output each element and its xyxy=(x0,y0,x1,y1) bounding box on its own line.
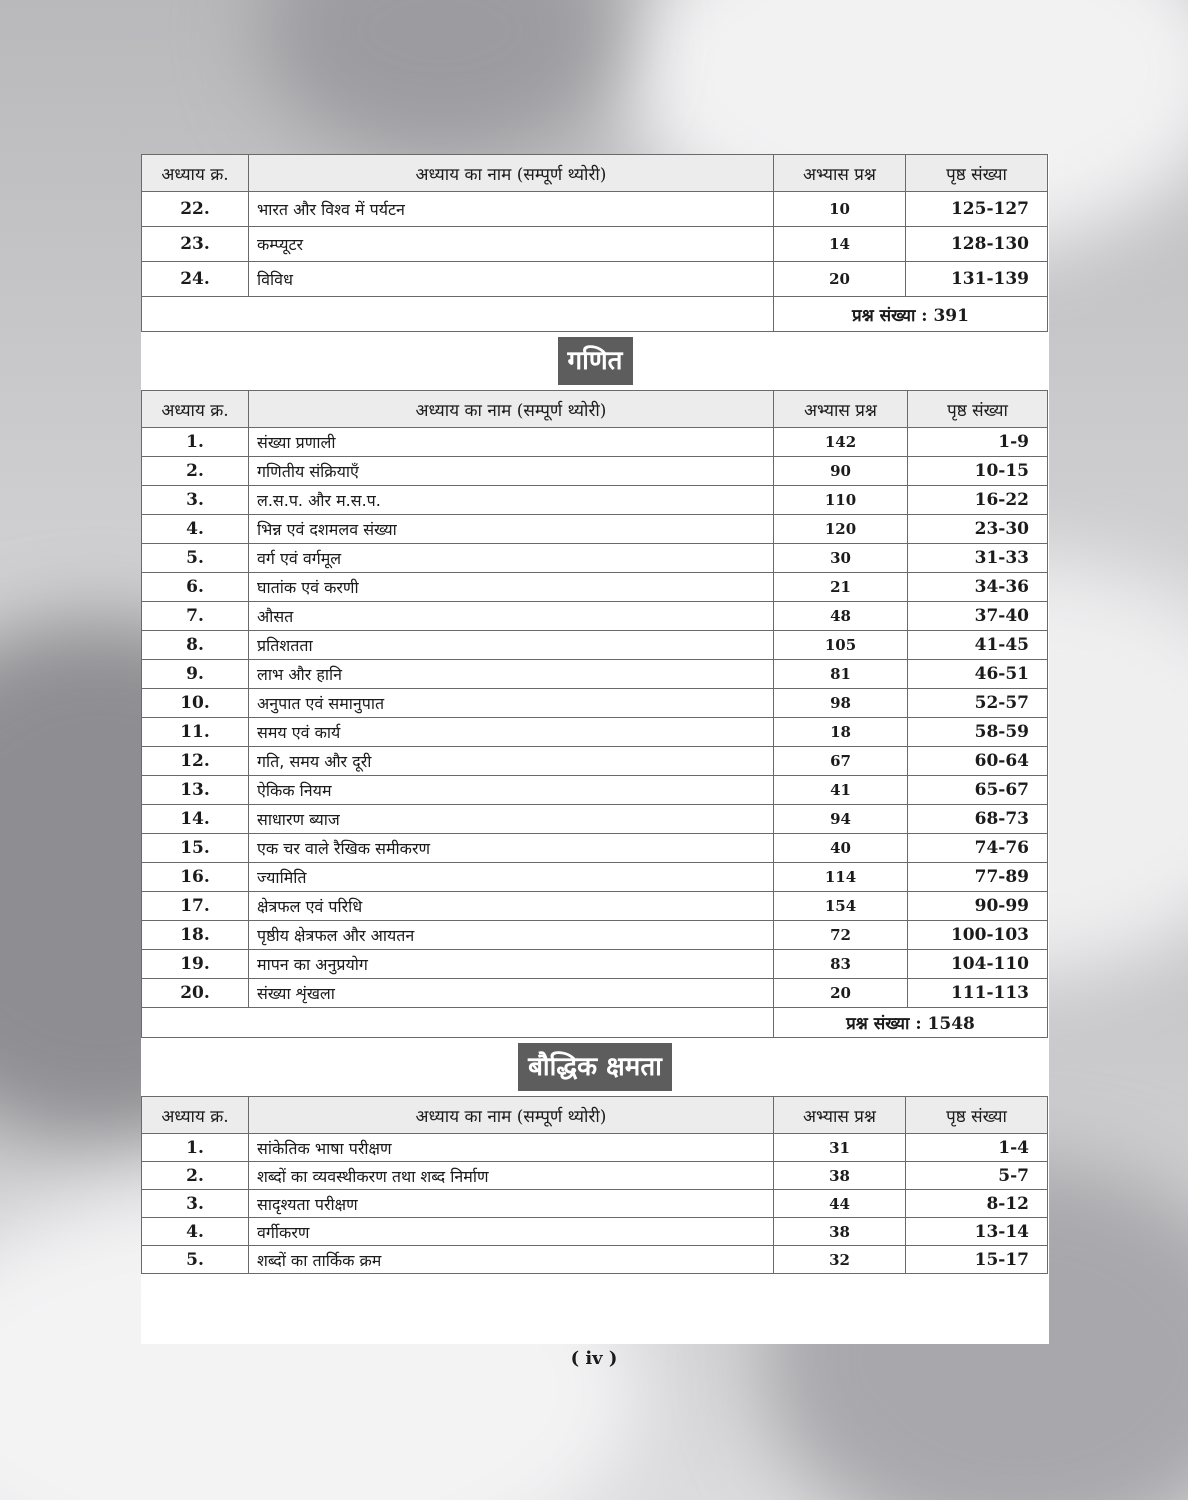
page-range: 131-139 xyxy=(906,262,1048,297)
page-range: 77-89 xyxy=(908,863,1048,892)
section-title-maths: गणित xyxy=(558,337,633,385)
col-practice-questions: अभ्यास प्रश्न xyxy=(774,155,906,192)
table-row xyxy=(142,486,1048,515)
table-row xyxy=(142,544,1048,573)
page-range: 1-9 xyxy=(908,428,1048,457)
chapter-name: औसत xyxy=(249,602,774,631)
practice-count: 38 xyxy=(774,1162,906,1190)
table-row xyxy=(142,1246,1048,1274)
section-heading-wrap xyxy=(141,332,1049,390)
table-row xyxy=(142,892,1048,921)
col-page-number: पृष्ठ संख्या xyxy=(906,155,1048,192)
table-general xyxy=(141,154,1048,332)
chapter-number: 24. xyxy=(142,262,249,297)
practice-count: 90 xyxy=(774,457,908,486)
chapter-name: पृष्ठीय क्षेत्रफल और आयतन xyxy=(249,921,774,950)
chapter-name: लाभ और हानि xyxy=(249,660,774,689)
chapter-number: 22. xyxy=(142,192,249,227)
page-range: 58-59 xyxy=(908,718,1048,747)
chapter-number: 8. xyxy=(142,631,249,660)
table-row xyxy=(142,262,1048,297)
table-row xyxy=(142,1134,1048,1162)
chapter-name: संख्या प्रणाली xyxy=(249,428,774,457)
page-range: 125-127 xyxy=(906,192,1048,227)
chapter-number: 1. xyxy=(142,1134,249,1162)
chapter-name: वर्ग एवं वर्गमूल xyxy=(249,544,774,573)
chapter-name: संख्या शृंखला xyxy=(249,979,774,1008)
chapter-name: प्रतिशतता xyxy=(249,631,774,660)
contents-sheet xyxy=(141,154,1049,1344)
chapter-name: समय एवं कार्य xyxy=(249,718,774,747)
page-range: 10-15 xyxy=(908,457,1048,486)
chapter-number: 15. xyxy=(142,834,249,863)
col-chapter-no: अध्याय क्र. xyxy=(142,155,249,192)
table-row xyxy=(142,1162,1048,1190)
chapter-number: 4. xyxy=(142,1218,249,1246)
page-range: 23-30 xyxy=(908,515,1048,544)
chapter-name: घातांक एवं करणी xyxy=(249,573,774,602)
practice-count: 83 xyxy=(774,950,908,979)
table-row xyxy=(142,863,1048,892)
chapter-name: ल.स.प. और म.स.प. xyxy=(249,486,774,515)
table-row xyxy=(142,660,1048,689)
practice-count: 110 xyxy=(774,486,908,515)
chapter-number: 11. xyxy=(142,718,249,747)
practice-count: 20 xyxy=(774,262,906,297)
chapter-name: विविध xyxy=(249,262,774,297)
practice-count: 20 xyxy=(774,979,908,1008)
table-row xyxy=(142,602,1048,631)
practice-count: 48 xyxy=(774,602,908,631)
page-range: 52-57 xyxy=(908,689,1048,718)
chapter-number: 4. xyxy=(142,515,249,544)
practice-count: 94 xyxy=(774,805,908,834)
practice-count: 44 xyxy=(774,1190,906,1218)
chapter-number: 13. xyxy=(142,776,249,805)
page-range: 8-12 xyxy=(906,1190,1048,1218)
chapter-number: 6. xyxy=(142,573,249,602)
chapter-name: कम्प्यूटर xyxy=(249,227,774,262)
chapter-name: क्षेत्रफल एवं परिधि xyxy=(249,892,774,921)
page-range: 37-40 xyxy=(908,602,1048,631)
practice-count: 41 xyxy=(774,776,908,805)
table-row xyxy=(142,950,1048,979)
chapter-name: साधारण ब्याज xyxy=(249,805,774,834)
table-row xyxy=(142,979,1048,1008)
practice-count: 105 xyxy=(774,631,908,660)
table-row xyxy=(142,192,1048,227)
page-range: 13-14 xyxy=(906,1218,1048,1246)
chapter-name: ज्यामिति xyxy=(249,863,774,892)
chapter-name: भिन्न एवं दशमलव संख्या xyxy=(249,515,774,544)
section-heading-wrap xyxy=(141,1038,1049,1096)
chapter-number: 17. xyxy=(142,892,249,921)
table-row xyxy=(142,805,1048,834)
chapter-number: 5. xyxy=(142,544,249,573)
practice-count: 142 xyxy=(774,428,908,457)
table-row xyxy=(142,1218,1048,1246)
col-chapter-no: अध्याय क्र. xyxy=(142,1097,249,1134)
practice-count: 81 xyxy=(774,660,908,689)
col-chapter-name: अध्याय का नाम (सम्पूर्ण थ्योरी) xyxy=(249,1097,774,1134)
table-header-row xyxy=(142,391,1048,428)
practice-count: 18 xyxy=(774,718,908,747)
table-header-row xyxy=(142,155,1048,192)
practice-count: 72 xyxy=(774,921,908,950)
practice-count: 40 xyxy=(774,834,908,863)
chapter-number: 23. xyxy=(142,227,249,262)
chapter-number: 2. xyxy=(142,1162,249,1190)
question-total: प्रश्न संख्या : 1548 xyxy=(774,1008,1048,1038)
total-row xyxy=(142,1008,1048,1038)
chapter-number: 9. xyxy=(142,660,249,689)
page-range: 5-7 xyxy=(906,1162,1048,1190)
table-row xyxy=(142,1190,1048,1218)
chapter-number: 20. xyxy=(142,979,249,1008)
question-total: प्रश्न संख्या : 391 xyxy=(774,297,1048,332)
col-chapter-name: अध्याय का नाम (सम्पूर्ण थ्योरी) xyxy=(249,155,774,192)
chapter-name: शब्दों का तार्किक क्रम xyxy=(249,1246,774,1274)
col-page-number: पृष्ठ संख्या xyxy=(908,391,1048,428)
page-range: 15-17 xyxy=(906,1246,1048,1274)
page-range: 65-67 xyxy=(908,776,1048,805)
col-chapter-name: अध्याय का नाम (सम्पूर्ण थ्योरी) xyxy=(249,391,774,428)
practice-count: 98 xyxy=(774,689,908,718)
practice-count: 14 xyxy=(774,227,906,262)
chapter-number: 14. xyxy=(142,805,249,834)
page-range: 104-110 xyxy=(908,950,1048,979)
chapter-name: एक चर वाले रैखिक समीकरण xyxy=(249,834,774,863)
chapter-number: 12. xyxy=(142,747,249,776)
page-range: 68-73 xyxy=(908,805,1048,834)
practice-count: 21 xyxy=(774,573,908,602)
table-row xyxy=(142,457,1048,486)
table-row xyxy=(142,573,1048,602)
table-row xyxy=(142,227,1048,262)
table-reasoning xyxy=(141,1096,1048,1274)
chapter-number: 19. xyxy=(142,950,249,979)
table-row xyxy=(142,747,1048,776)
page-range: 34-36 xyxy=(908,573,1048,602)
practice-count: 31 xyxy=(774,1134,906,1162)
chapter-name: सांकेतिक भाषा परीक्षण xyxy=(249,1134,774,1162)
practice-count: 32 xyxy=(774,1246,906,1274)
page-range: 90-99 xyxy=(908,892,1048,921)
chapter-name: अनुपात एवं समानुपात xyxy=(249,689,774,718)
table-row xyxy=(142,834,1048,863)
page-range: 31-33 xyxy=(908,544,1048,573)
practice-count: 114 xyxy=(774,863,908,892)
table-row xyxy=(142,515,1048,544)
practice-count: 30 xyxy=(774,544,908,573)
table-row xyxy=(142,718,1048,747)
table-maths xyxy=(141,390,1048,1038)
page-range: 41-45 xyxy=(908,631,1048,660)
chapter-number: 5. xyxy=(142,1246,249,1274)
chapter-number: 2. xyxy=(142,457,249,486)
chapter-number: 1. xyxy=(142,428,249,457)
chapter-name: मापन का अनुप्रयोग xyxy=(249,950,774,979)
page-number: ( iv ) xyxy=(570,1348,618,1369)
total-row xyxy=(142,297,1048,332)
page-range: 111-113 xyxy=(908,979,1048,1008)
col-chapter-no: अध्याय क्र. xyxy=(142,391,249,428)
chapter-name: शब्दों का व्यवस्थीकरण तथा शब्द निर्माण xyxy=(249,1162,774,1190)
chapter-name: भारत और विश्व में पर्यटन xyxy=(249,192,774,227)
chapter-name: गति, समय और दूरी xyxy=(249,747,774,776)
practice-count: 10 xyxy=(774,192,906,227)
chapter-name: वर्गीकरण xyxy=(249,1218,774,1246)
page-range: 100-103 xyxy=(908,921,1048,950)
practice-count: 120 xyxy=(774,515,908,544)
page-range: 16-22 xyxy=(908,486,1048,515)
col-page-number: पृष्ठ संख्या xyxy=(906,1097,1048,1134)
practice-count: 67 xyxy=(774,747,908,776)
page-range: 46-51 xyxy=(908,660,1048,689)
table-row xyxy=(142,689,1048,718)
chapter-name: सादृश्यता परीक्षण xyxy=(249,1190,774,1218)
col-practice-questions: अभ्यास प्रश्न xyxy=(774,391,908,428)
chapter-number: 3. xyxy=(142,486,249,515)
table-row xyxy=(142,631,1048,660)
chapter-name: ऐकिक नियम xyxy=(249,776,774,805)
chapter-number: 16. xyxy=(142,863,249,892)
table-row xyxy=(142,428,1048,457)
page-range: 128-130 xyxy=(906,227,1048,262)
page-range: 74-76 xyxy=(908,834,1048,863)
practice-count: 154 xyxy=(774,892,908,921)
chapter-number: 7. xyxy=(142,602,249,631)
page-range: 1-4 xyxy=(906,1134,1048,1162)
chapter-name: गणितीय संक्रियाएँ xyxy=(249,457,774,486)
table-header-row xyxy=(142,1097,1048,1134)
col-practice-questions: अभ्यास प्रश्न xyxy=(774,1097,906,1134)
chapter-number: 18. xyxy=(142,921,249,950)
page-range: 60-64 xyxy=(908,747,1048,776)
practice-count: 38 xyxy=(774,1218,906,1246)
table-row xyxy=(142,921,1048,950)
table-row xyxy=(142,776,1048,805)
chapter-number: 3. xyxy=(142,1190,249,1218)
chapter-number: 10. xyxy=(142,689,249,718)
section-title-reasoning: बौद्धिक क्षमता xyxy=(518,1043,672,1091)
